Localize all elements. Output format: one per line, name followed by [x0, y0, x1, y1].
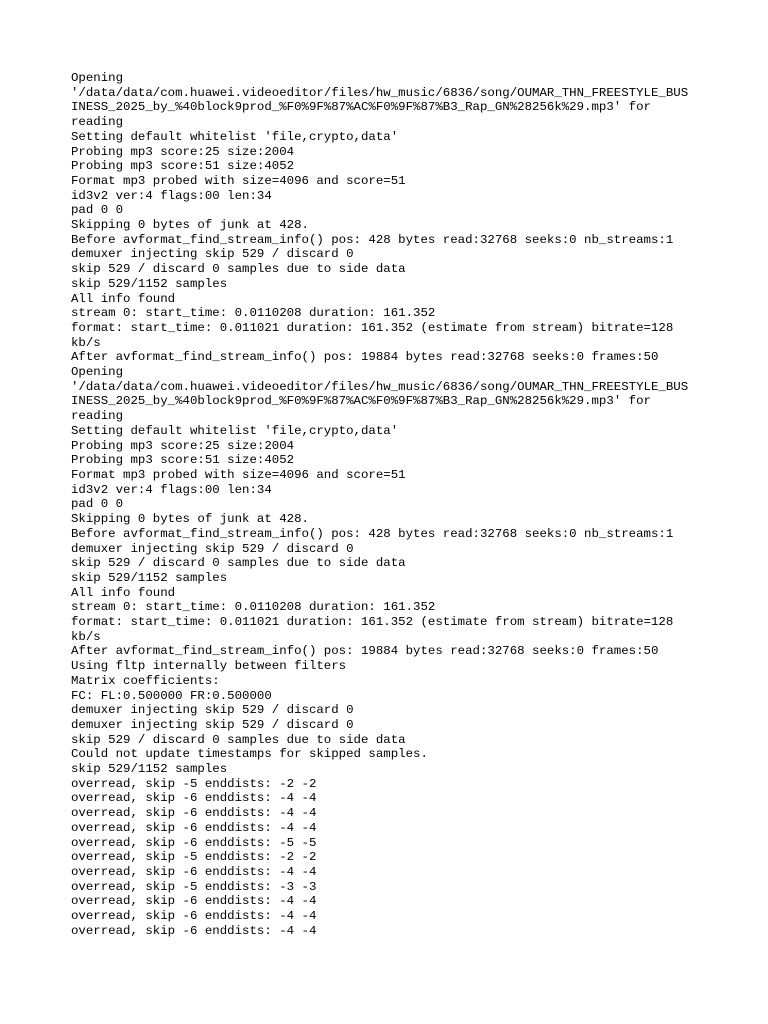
log-line: stream 0: start_time: 0.0110208 duration: 161.352 [71, 306, 436, 321]
log-line: overread, skip -6 enddists: -4 -4 [71, 923, 317, 938]
log-line: Probing mp3 score:51 size:4052 [71, 159, 295, 174]
log-line: After avformat_find_stream_info() pos: 19884 bytes read:32768 seeks:0 frames:50 [71, 644, 659, 659]
log-document [71, 71, 711, 938]
log-line: Probing mp3 score:51 size:4052 [71, 453, 295, 468]
log-line: All info found [71, 291, 176, 306]
log-line: demuxer injecting skip 529 / discard 0 [71, 247, 354, 262]
log-line: INESS_2025_by_%40block9prod_%F0%9F%87%AC%F0%9F%87%B3_Rap_GN%28256k%29.mp3' for [71, 100, 651, 115]
log-line: Before avformat_find_stream_info() pos: 428 bytes read:32768 seeks:0 nb_streams:1 [71, 232, 674, 247]
log-line: Skipping 0 bytes of junk at 428. [71, 512, 309, 527]
log-line: format: start_time: 0.011021 duration: 161.352 (estimate from stream) bitrate=128 [71, 320, 674, 335]
log-line: All info found [71, 585, 176, 600]
log-line: Opening [71, 365, 124, 380]
log-line: Before avformat_find_stream_info() pos: 428 bytes read:32768 seeks:0 nb_streams:1 [71, 526, 674, 541]
log-line: skip 529 / discard 0 samples due to side data [71, 556, 406, 571]
log-line: overread, skip -5 enddists: -2 -2 [71, 850, 317, 865]
log-line: skip 529/1152 samples [71, 276, 228, 291]
log-line: '/data/data/com.huawei.videoeditor/files/hw_music/6836/song/OUMAR_THN_FREESTYLE_BUS [71, 379, 689, 394]
log-line: overread, skip -6 enddists: -4 -4 [71, 894, 317, 909]
log-line: overread, skip -5 enddists: -2 -2 [71, 776, 317, 791]
log-line: pad 0 0 [71, 497, 124, 512]
log-line: id3v2 ver:4 flags:00 len:34 [71, 188, 272, 203]
log-line: id3v2 ver:4 flags:00 len:34 [71, 482, 272, 497]
log-line: overread, skip -5 enddists: -3 -3 [71, 879, 317, 894]
log-line: '/data/data/com.huawei.videoeditor/files/hw_music/6836/song/OUMAR_THN_FREESTYLE_BUS [71, 85, 689, 100]
log-line: Skipping 0 bytes of junk at 428. [71, 218, 309, 233]
log-line: After avformat_find_stream_info() pos: 19884 bytes read:32768 seeks:0 frames:50 [71, 350, 659, 365]
log-line: demuxer injecting skip 529 / discard 0 [71, 703, 354, 718]
log-line: skip 529 / discard 0 samples due to side data [71, 262, 406, 277]
log-line: overread, skip -6 enddists: -4 -4 [71, 909, 317, 924]
log-line: Could not update timestamps for skipped samples. [71, 747, 428, 762]
log-line: Probing mp3 score:25 size:2004 [71, 438, 295, 453]
log-line: kb/s [71, 629, 101, 644]
log-line: pad 0 0 [71, 203, 124, 218]
log-line: reading [71, 409, 124, 424]
log-line: skip 529/1152 samples [71, 570, 228, 585]
log-line: reading [71, 115, 124, 130]
log-line: Format mp3 probed with size=4096 and score=51 [71, 467, 406, 482]
log-line: overread, skip -6 enddists: -4 -4 [71, 791, 317, 806]
log-line: format: start_time: 0.011021 duration: 161.352 (estimate from stream) bitrate=128 [71, 615, 674, 630]
log-line: demuxer injecting skip 529 / discard 0 [71, 541, 354, 556]
log-line: overread, skip -6 enddists: -4 -4 [71, 806, 317, 821]
log-line: Opening [71, 71, 124, 85]
log-line: demuxer injecting skip 529 / discard 0 [71, 717, 354, 732]
log-line: overread, skip -6 enddists: -4 -4 [71, 864, 317, 879]
log-line: overread, skip -6 enddists: -4 -4 [71, 820, 317, 835]
log-line: skip 529/1152 samples [71, 762, 228, 777]
log-line: Setting default whitelist 'file,crypto,data' [71, 129, 399, 144]
log-line: Probing mp3 score:25 size:2004 [71, 144, 295, 159]
log-line: skip 529 / discard 0 samples due to side data [71, 732, 406, 747]
log-line: FC: FL:0.500000 FR:0.500000 [71, 688, 272, 703]
log-line: Using fltp internally between filters [71, 659, 347, 674]
log-line: kb/s [71, 335, 101, 350]
log-line: overread, skip -6 enddists: -5 -5 [71, 835, 317, 850]
log-line: stream 0: start_time: 0.0110208 duration: 161.352 [71, 600, 436, 615]
log-line: Format mp3 probed with size=4096 and score=51 [71, 173, 406, 188]
log-line: Matrix coefficients: [71, 673, 220, 688]
log-line: Setting default whitelist 'file,crypto,data' [71, 423, 399, 438]
log-line: INESS_2025_by_%40block9prod_%F0%9F%87%AC%F0%9F%87%B3_Rap_GN%28256k%29.mp3' for [71, 394, 651, 409]
